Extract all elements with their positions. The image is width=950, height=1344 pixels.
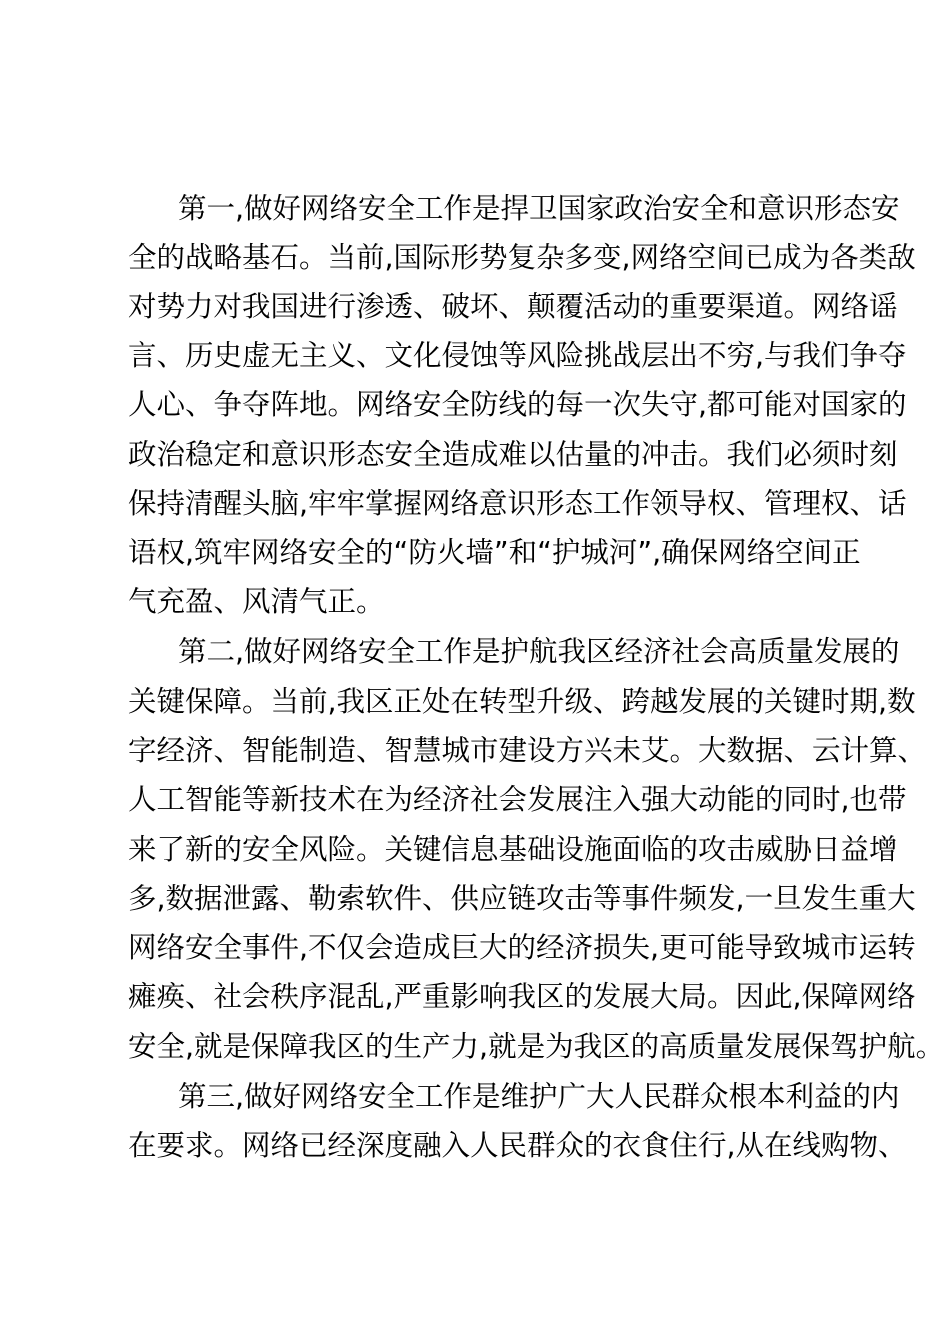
paragraph-2-line-9: 安全,就是保障我区的生产力,就是为我区的高质量发展保驾护航。 xyxy=(128,1030,945,1063)
paragraph-2-line-5: 来了新的安全风险。关键信息基础设施面临的攻击威胁日益增 xyxy=(128,833,898,866)
paragraph-2-line-8: 瘫痪、社会秩序混乱,严重影响我区的发展大局。因此,保障网络 xyxy=(128,980,916,1013)
paragraph-2-line-2: 关键保障。当前,我区正处在转型升级、跨越发展的关键时期,数 xyxy=(128,685,916,718)
paragraph-1-line-2: 全的战略基石。当前,国际形势复杂多变,网络空间已成为各类敌 xyxy=(128,241,916,274)
paragraph-2-line-7: 网络安全事件,不仅会造成巨大的经济损失,更可能导致城市运转 xyxy=(128,931,916,964)
paragraph-2-line-3: 字经济、智能制造、智慧城市建设方兴未艾。大数据、云计算、 xyxy=(128,734,927,767)
paragraph-1-line-6: 政治稳定和意识形态安全造成难以估量的冲击。我们必须时刻 xyxy=(128,438,898,471)
paragraph-1-line-9: 气充盈、风清气正。 xyxy=(128,585,385,618)
paragraph-3-line-2: 在要求。网络已经深度融入人民群众的衣食住行,从在线购物、 xyxy=(128,1129,907,1162)
paragraph-2-line-1: 第二,做好网络安全工作是护航我区经济社会高质量发展的 xyxy=(178,635,900,668)
paragraph-1-line-4: 言、历史虚无主义、文化侵蚀等风险挑战层出不穷,与我们争夺 xyxy=(128,339,907,372)
paragraph-1-line-5: 人心、争夺阵地。网络安全防线的每一次失守,都可能对国家的 xyxy=(128,388,907,421)
paragraph-1-line-7: 保持清醒头脑,牢牢掌握网络意识形态工作领导权、管理权、话 xyxy=(128,487,907,520)
paragraph-2-line-4: 人工智能等新技术在为经济社会发展注入强大动能的同时,也带 xyxy=(128,783,907,816)
paragraph-1-line-3: 对势力对我国进行渗透、破坏、颠覆活动的重要渠道。网络谣 xyxy=(128,290,898,323)
paragraph-1-line-1: 第一,做好网络安全工作是捍卫国家政治安全和意识形态安 xyxy=(178,192,900,225)
paragraph-1-line-8: 语权,筑牢网络安全的“防火墙”和“护城河”,确保网络空间正 xyxy=(128,536,861,569)
paragraph-3-line-1: 第三,做好网络安全工作是维护广大人民群众根本利益的内 xyxy=(178,1080,900,1113)
paragraph-2-line-6: 多,数据泄露、勒索软件、供应链攻击等事件频发,一旦发生重大 xyxy=(128,882,916,915)
